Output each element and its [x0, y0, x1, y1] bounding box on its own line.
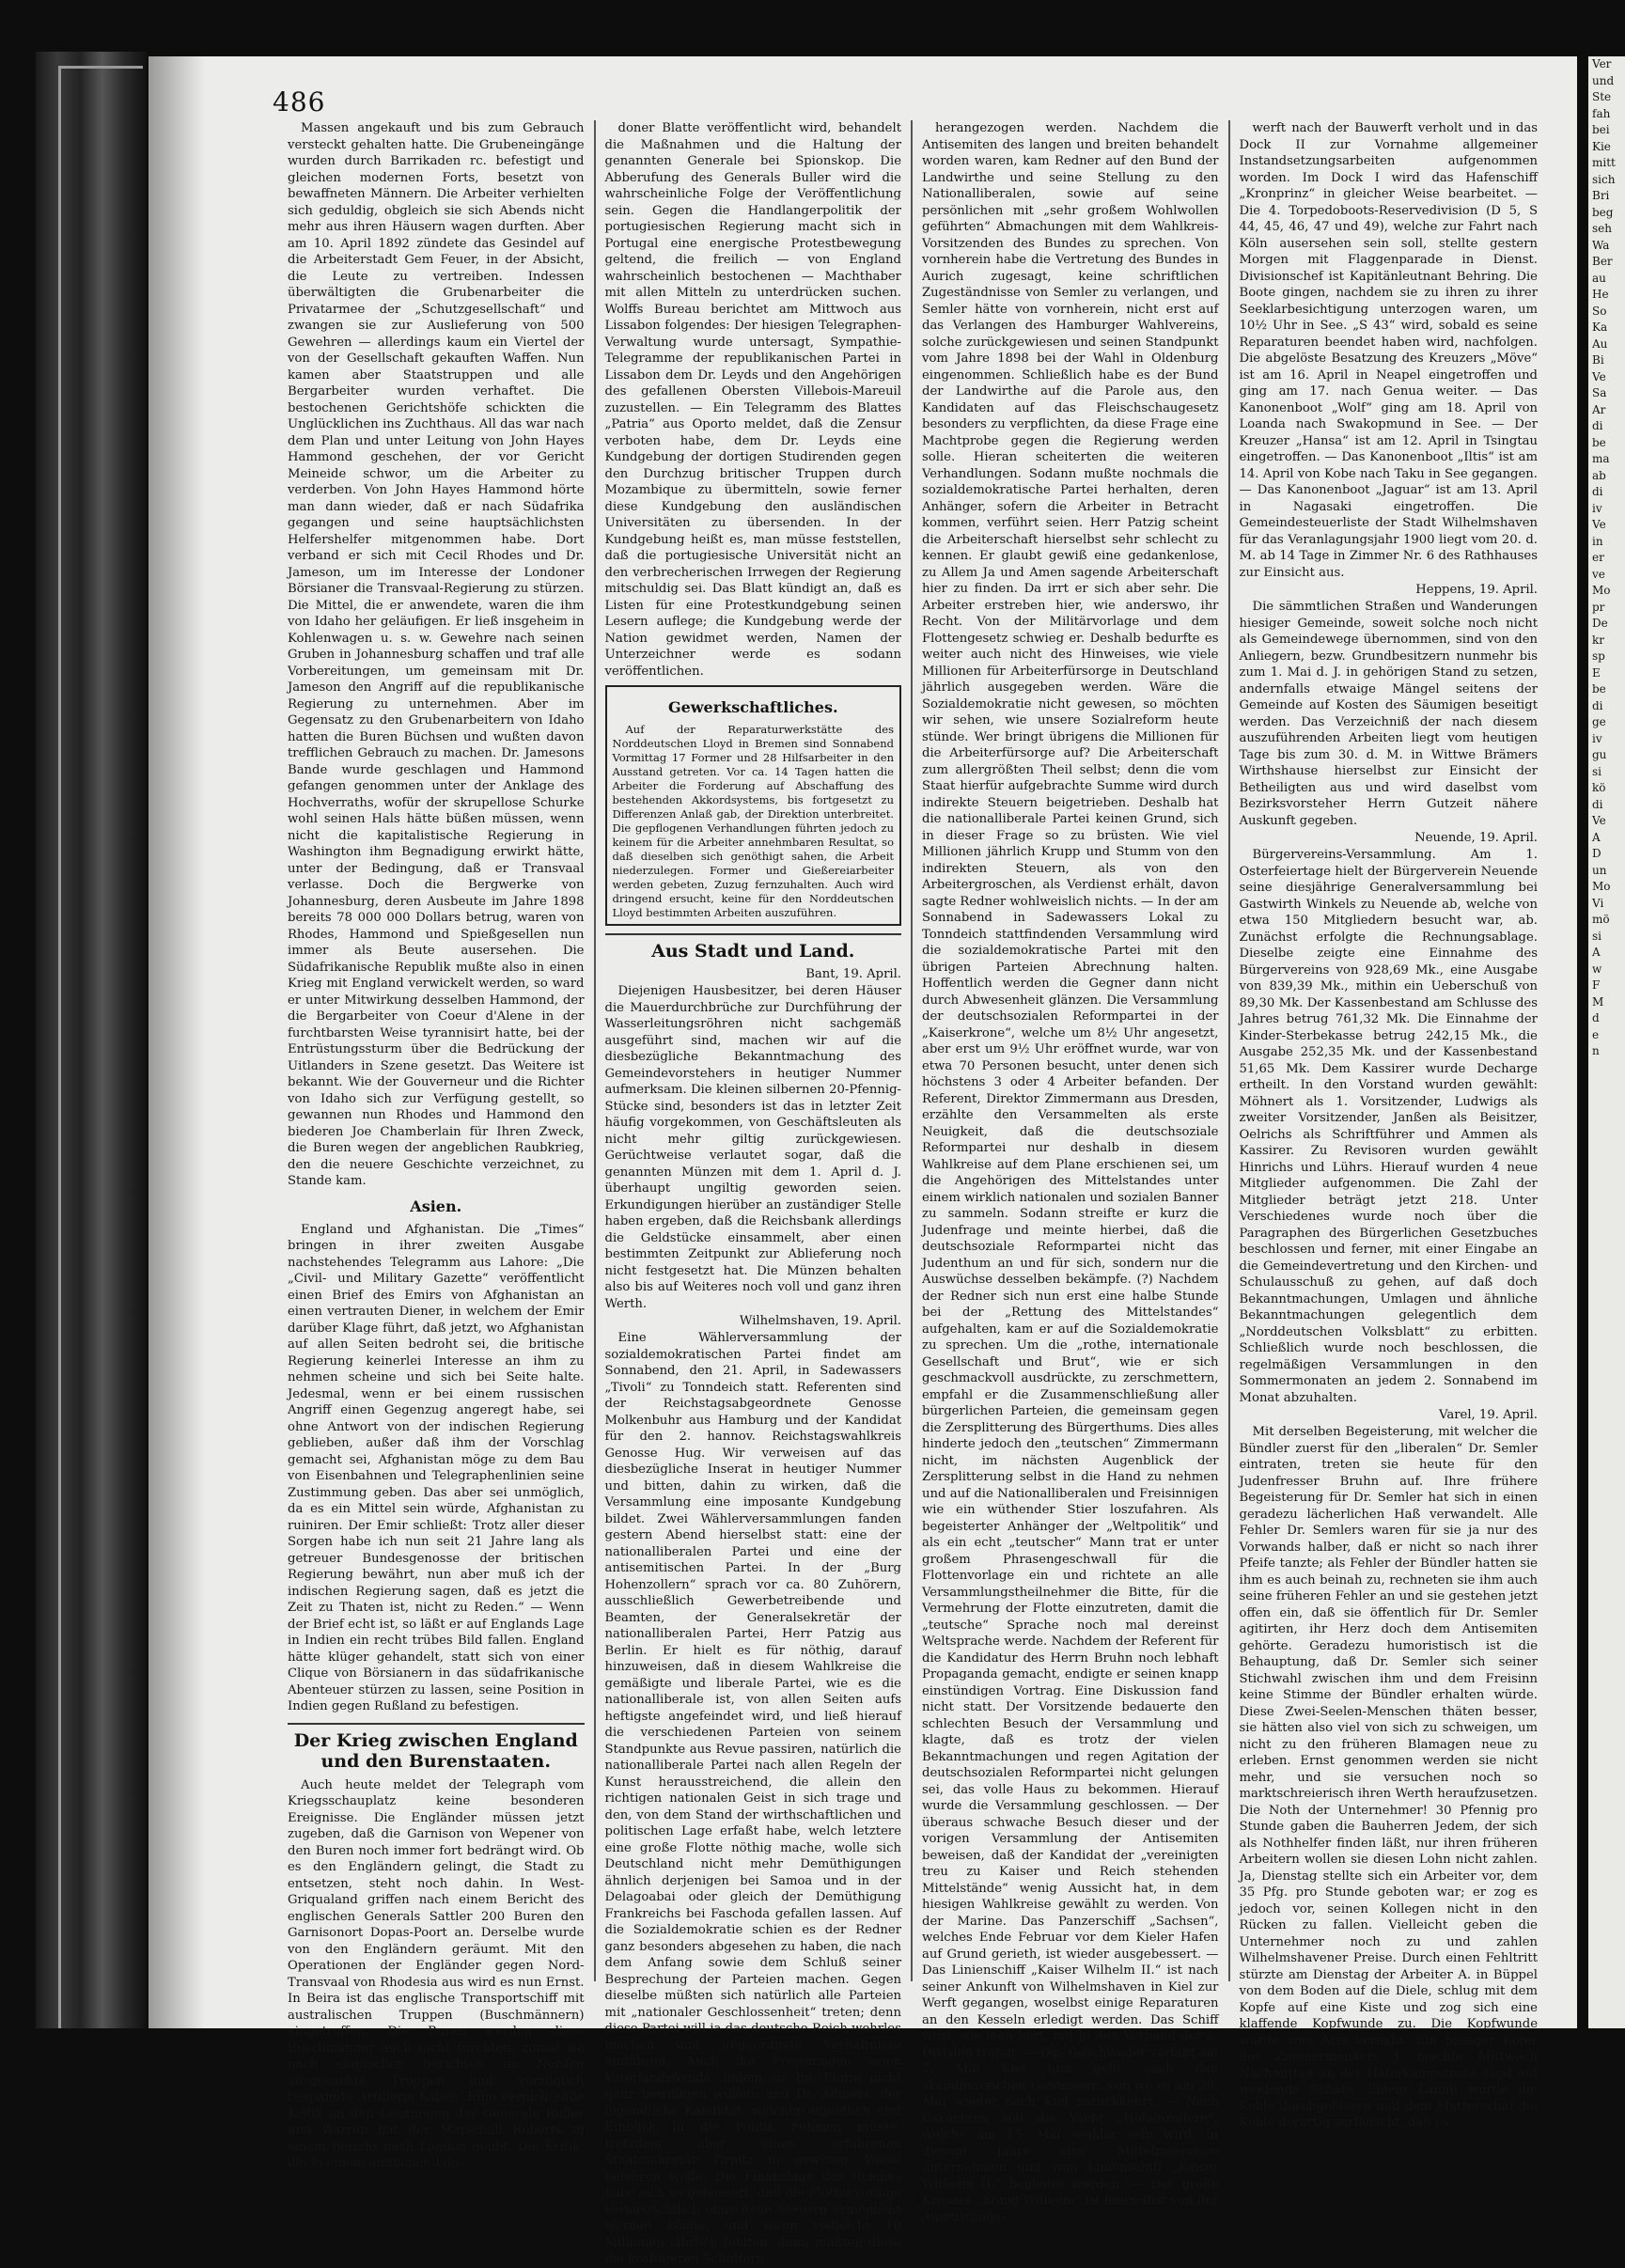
adjacent-page-fragment: Sa [1592, 386, 1607, 399]
article-paragraph: Massen angekauft und bis zum Gebrauch versteckt gehalten hatte. Die Grubeneingänge wurden durch Barrikaden rc. befestigt und gleichen modernen Forts, besetzt von bewaffneten Männern. Die Arbeiter verhielten sich geduldig, obgleich sie sich Abends nicht mehr aus ihren Häusern wagen durften. Aber am 10. April 1892 zündete das Gesindel auf die Arbeiterstadt Gem Feuer, in der Absicht, die Leute zu vertreiben. Indessen überwältigten die Grubenarbeiter die Privatarmee der „Schutzgesellschaft“ und zwangen sie zur Auslieferung von 500 Gewehren — allerdings kaum ein Viertel der von der Gesellschaft gekauften Waffen. Nun kamen aber Staatstruppen und alle Bergarbeiter wurden verhaftet. Die bestochenen Gerichtshöfe schickten die Unglücklichen ins Zuchthaus. All das war nach dem Plan und unter Leitung von John Hayes Hammond geschehen, der vor Gericht Meineide schwor, um die Arbeiter zu verderben. Von John Hayes Hammond hörte man dann wieder, daß er nach Südafrika gegangen und seine hauptsächlichsten Helfershelfer mitgenommen habe. Dort verband er sich mit Cecil Rhodes und Dr. Jameson, um im Interesse der Londoner Börsianer die Transvaal-Regierung zu stürzen. Die Mittel, die er anwendete, waren die ihm von Idaho her geläufigen. Er ließ insgeheim in Kohlenwagen u. s. w. Gewehre nach seinen Gruben in Johannesburg schaffen und traf alle Vorbereitungen, um gemeinsam mit Dr. Jameson den Angriff auf die republikanische Regierung zu unternehmen. Aber im Gegensatz zu den Grubenarbeitern von Idaho hatten die Buren Büchsen und wußten davon trefflichen Gebrauch zu machen. Dr. Jamesons Bande wurde geschlagen und Hammond gefangen genommen unter der Anklage des Hochverraths, wofür der skrupellose Schurke wohl seinen Hals hätte büßen müssen, wenn nicht die kapitalistische Regierung in Washington ihm Begnadigung erwirkt hätte, unter der Bedingung, daß er Transvaal verlasse. Doch die Bergwerke von Johannesburg, deren Ausbeute im Jahre 1898 bereits 78 000 000 Dollars betrug, waren von Rhodes, Hammond und Spießgesellen nun immer als Beute ausersehen. Die Südafrikanische Republik mußte also in einen Krieg mit England verwickelt werden, so ward er unter Mitwirkung desselben Hammond, der die Bergarbeiter von Coeur d'Alene in der furchtbarsten Weise tyrannisirt hatte, bei der Entrüstungssturm über die Bedrückung der Uitlanders in Szene gesetzt. Das Weitere ist bekannt. Wie der Gouverneur und die Richter von Idaho sich zur Verfügung gestellt, so gewannen nun Rhodes und Hammond den biederen Joe Chamberlain für Ihren Zweck, die Buren wegen der angeblichen Raubkrieg, den die neuere Geschichte verzeichnet, zu Stande kam. [288, 121, 585, 1188]
adjacent-page-fragment: ge [1592, 715, 1606, 728]
adjacent-page-fragment: sp [1592, 649, 1605, 663]
adjacent-page-fragment: mitt [1592, 156, 1616, 169]
adjacent-page-fragment: Ber [1592, 255, 1613, 268]
column-3 [913, 120, 1230, 2225]
dateline: Varel, 19. April. [1439, 1408, 1538, 1422]
adjacent-page-fragment: sich [1592, 172, 1616, 186]
article-paragraph: herangezogen werden. Nachdem die Antisemiten des langen und breiten behandelt worden waren, kam Redner auf den Bund der Landwirthe und seine Stellung zu den Nationalliberalen, sowie auf seine persönlichen mit „sehr großem Wohlwollen geführten“ Abmachungen mit dem Wahlkreis-Vorsitzenden des Bundes zu sprechen. Von vornherein habe die Vertretung des Bundes in Aurich zugesagt, keine schriftlichen Zugeständnisse von Semler zu verlangen, und Semler hätte von vornherein, nicht erst auf das Verlangen des Hamburger Wahlvereins, solche zurückgewiesen und seinen Standpunkt vom Jahre 1898 bei der Wahl in Oldenburg eingenommen. Schließlich habe es der Bund der Landwirthe auf die Parole aus, den Kandidaten auf das Fleischschaugesetz besonders zu verpflichten, da diese Frage eine Machtprobe gegen die Regierung werden solle. Hieran scheiterten die weiteren Verhandlungen. Sodann mußte nochmals die sozialdemokratische Partei herhalten, deren Anhänger, sofern die Arbeiter in Betracht kommen, verführt seien. Herr Patzig scheint die Arbeiterschaft hierselbst sehr schlecht zu kennen. Er glaubt gewiß eine gedankenlose, zu Allem Ja und Amen sagende Arbeiterschaft hier zu finden. Da irrt er sich aber sehr. Die Arbeiter erstreben hier, wie anderswo, ihr Recht. Von der Militärvorlage und dem Flottengesetz schwieg er. Deshalb bedurfte es weiter auch nicht des Hinweises, wie viele Millionen für Arbeiterfürsorge in Deutschland jährlich ausgegeben werden. Wäre die Sozialdemokratie nicht gewesen, so möchten wir sehen, wie unsere Sozialreform heute stünde. Wer bringt übrigens die Millionen für die Arbeiterfürsorge auf? Die Arbeiterschaft zum allergrößten Theil selbst; denn die vom Staat hierfür aufgebrachte Summe wird durch indirekte Steuern beigetrieben. Deshalb hat die nationalliberale Partei keinen Grund, sich in dieser Frage so zu brüsten. Wie viel Millionen jährlich Krupp und Stumm von den indirekten Steuern, als von den Arbeitergroschen, als Verdienst erhält, davon sagte Redner wohlweislich nichts. — In der am Sonnabend in Sadewassers Lokal zu Tonndeich stattfindenden Versammlung wird die sozialdemokratische Partei mit den übrigen Parteien Abrechnung halten. Hoffentlich werden die Gegner dann nicht durch Abwesenheit glänzen. Die Versammlung der deutschsozialen Reformpartei in der „Kaiserkrone“, welche um 8½ Uhr angesetzt, aber erst um 9½ Uhr eröffnet wurde, war von etwa 70 Personen besucht, unter denen sich höchstens 3 oder 4 Arbeiter befanden. Der Referent, Direktor Zimmermann aus Dresden, erzählte den Versammelten als erste Neuigkeit, daß die deutschsoziale Reformpartei nur deshalb in diesem Wahlkreise auf dem Plane erschienen sei, um die Angehörigen des Mittelstandes unter einem wirklich nationalen und sozialen Banner zu sammeln. Sodann streifte er kurz die Judenfrage und meinte hierbei, daß die deutschsoziale Reformpartei nicht das Judenthum an und für sich, sondern nur die Auswüchse desselben bekämpfe. (?) Nachdem der Redner sich nun erst eine halbe Stunde bei der „Rettung des Mittelstandes“ aufgehalten, kam er auf die Sozialdemokratie zu sprechen. Um die „rothe, internationale Gesellschaft und Brut“, wie er sich geschmackvoll ausdrückte, zu zerschmettern, empfahl er die Zusammenschließung aller bürgerlichen Parteien, die gemeinsam gegen die Zersplitterung des Bürgerthums. Dies alles hinderte jedoch den „teutschen“ Zimmermann nicht, im nächsten Augenblick der Zersplitterung selbst in die Hand zu nehmen und auf die Nationalliberalen und Freisinnigen wie ein wüthender Stier loszufahren. Als begeisterter Anhänger der „Weltpolitik“ und als ein echt „teutscher“ Mann trat er unter großem Phrasengeschwall für die Flottenvorlage ein und richtete an alle Versammlungstheilnehmer die Bitte, für die Vermehrung der Flotte einzutreten, damit die „teutsche“ Sprache noch mal dereinst Weltsprache werde. Nachdem der Referent für die Kandidatur des Herrn Bruhn noch lebhaft Propaganda gemacht, endigte er seinen knapp einstündigen Vortrag. Eine Diskussion fand nicht statt. Der Vorsitzende bedauerte den schlechten Besuch der Versammlung und klagte, daß es trotz der vielen Bekanntmachungen und regen Agitation der deutschsozialen Reformpartei nicht gelungen sei, das volle Haus zu bekommen. Hierauf wurde die Versammlung geschlossen. — Der überaus schwache Besuch dieser und der vorigen Versammlung der Antisemiten beweisen, daß der Kandidat der „vereinigten treu zu Kaiser und Reich stehenden Mittelstände“ wenig Aussicht hat, in dem hiesigen Wahlkreise gewählt zu werden. Von der Marine. Das Panzerschiff „Sachsen“, welches Ende Februar vor dem Kieler Hafen auf Grund gerieth, ist wieder ausgebessert. — Das Linienschiff „Kaiser Wilhelm II.“ ist nach seiner Ankunft von Wilhelmshaven in Kiel zur Werft gegangen, woselbst einige Reparaturen an den Kesseln erledigt werden. Das Schiff wird, wie man hört, mit in den Verband der 2. Division treten. — Das Geschwader verläßt am 7. Mai Kiel und geht nach den skandinavischen Gewässern, von wo es am 28. Mai wieder nach Kiel zurückkehrt. — Nach Gerüchten soll die Yacht „Hohenzollern“, welche am 15. Mai seeklar sein wird, in diesem Jahre eine Mittelmeerreise unternehmen und vom Linienschiff „Kaiser Wilhelm II.“ begleitet werden. — Der große Kreuzer „König Wilhelm“ ist hierselbst von der Ausrüstungs- [922, 121, 1219, 2225]
column-1 [278, 120, 596, 2170]
adjacent-page-fragment: Kie [1592, 139, 1611, 153]
adjacent-page-fragment: A [1592, 830, 1601, 844]
section-heading: Der Krieg zwischen England und den Burenstaaten. [288, 1723, 585, 1772]
notice-heading: Gewerkschaftliches. [667, 698, 838, 716]
boxed-notice [605, 685, 902, 926]
adjacent-page-fragment: Mo [1592, 880, 1611, 893]
notice-text: Auf der Reparaturwerkstätte des Norddeutschen Lloyd in Bremen sind Sonnabend Vormittag 17 Former und 28 Hilfsarbeiter in den Ausstand getreten. Vor ca. 14 Tagen hatten die Arbeiter die Forderung auf Abschaffung des bestehenden Akkordsystems, bis fortgesetzt zu Differenzen Anlaß gab, der Direktion unterbreitet. Die gepflogenen Verhandlungen führten jedoch zu keinem für die Arbeiter annehmbaren Resultat, so daß dieselben sich genöthigt sahen, die Arbeit niederzulegen. Former und Gießereiarbeiter werden gebeten, Zuzug fernzuhalten. Auch wird dringend ersucht, keine für den Norddeutschen Lloyd bestimmten Arbeiten auszuführen. [612, 723, 894, 919]
adjacent-page-fragment: M [1592, 994, 1604, 1009]
adjacent-page-fragment: Ar [1592, 402, 1606, 416]
adjacent-page-fragment: E [1592, 665, 1601, 680]
dateline: Neuende, 19. April. [1414, 831, 1538, 845]
article-paragraph: doner Blatte veröffentlicht wird, behandelt die Maßnahmen und die Haltung der genannten Generale bei Spionskop. Die Abberufung des Generals Buller wird die wahrscheinliche Folge der Veröffentlichung sein. Gegen die Handlangerpolitik der portugiesischen Regierung macht sich in Portugal eine energische Protestbewegung geltend, die freilich — von England wahrscheinlich bestochenen — Machthaber mit allen Mitteln zu unterdrücken suchen. Wolffs Bureau berichtet am Mittwoch aus Lissabon folgendes: Der hiesigen Telegraphen-Verwaltung wurde untersagt, Sympathie-Telegramme der republikanischen Partei in Lissabon dem Dr. Leyds und den Angehörigen des gefallenen Obersten Villebois-Mareuil zuzustellen. — Ein Telegramm des Blattes „Patria“ aus Oporto meldet, daß die Zensur verboten habe, dem Dr. Leyds eine Kundgebung der dortigen Studirenden gegen den Durchzug britischer Truppen durch Mozambique zu übermitteln, sowie ferner diese Kundgebung den ausländischen Universitäten zu übersenden. In der Kundgebung heißt es, man müsse feststellen, daß die portugiesische Universität nicht an den verbrecherischen Irrwegen der Regierung mitschuldig sei. Das Blatt kündigt an, daß es Listen für eine Protestkundgebung seinen Lesern auflege; die Kundgebung werde der Nation gewidmet werden, Namen der Unterzeichner werde es sodann veröffentlichen. [604, 121, 901, 679]
column-2 [596, 120, 914, 2266]
adjacent-page-fragment: ma [1592, 452, 1610, 465]
adjacent-page-fragment: Ver [1592, 57, 1612, 70]
adjacent-page-fragment: ab [1592, 468, 1606, 482]
adjacent-page-fragment: gu [1592, 748, 1607, 761]
adjacent-page-fragment: di [1592, 419, 1603, 432]
adjacent-page-fragment: seh [1592, 222, 1612, 235]
adjacent-page-fragment: Ste [1592, 90, 1612, 103]
adjacent-page-fragment: Wa [1592, 238, 1610, 252]
adjacent-page-fragment: e [1592, 1027, 1600, 1041]
adjacent-page-fragment: Bri [1592, 189, 1610, 202]
text-columns [278, 120, 1547, 2266]
article-paragraph: werft nach der Bauwerft verholt und in das Dock II zur Vornahme allgemeiner Instandsetzungsarbeiten aufgenommen worden. Im Dock I wird das Hafenschiff „Kronprinz“ in gleicher Weise bearbeitet. — Die 4. Torpedoboots-Reservedivision (D 5, S 44, 45, 46, 47 und 49), welche zur Fahrt nach Köln ausersehen sein soll, stellte gestern Morgen mit Flaggenparade in Dienst. Divisionschef ist Kapitänleutnant Behring. Die Boote gingen, nachdem sie zu ihren zu ihrer Seeklarbesichtigung unterzogen waren, um 10½ Uhr in See. „S 43“ wird, sobald es seine Reparaturen beendet haben wird, nachfolgen. Die abgelöste Besatzung des Kreuzers „Möve“ ist am 16. April in Neapel eingetroffen und ging am 17. nach Genua weiter. — Das Kanonenboot „Wolf“ ging am 18. April von Loanda nach Swakopmund in See. — Der Kreuzer „Hansa“ ist am 12. April in Tsingtau eingetroffen. — Das Kanonenboot „Iltis“ ist am 14. April von Kobe nach Taku in See gegangen. — Das Kanonenboot „Jaguar“ ist am 13. April in Nagasaki eingetroffen. Die Gemeindesteuerliste der Stadt Wilhelmshaven für das Veranlagungsjahr 1900 liegt vom 20. d. M. ab 14 Tage in Zimmer Nr. 6 des Rathhauses zur Einsicht aus. [1239, 121, 1538, 580]
column-4 [1230, 120, 1548, 2130]
article-paragraph: Bürgervereins-Versammlung. Am 1. Osterfeiertage hielt der Bürgerverein Neuende seine diesjährige Generalversammlung bei Gastwirth Winkels zu Neuende ab, welche von etwa 150 Mitgliedern besucht war, ab. Zunächst erfolgte die Rechnungsablage. Dieselbe zeigte eine Einnahme des Bürgervereins von 928,69 Mk., eine Ausgabe von 839,39 Mk., mithin ein Ueberschuß von 89,30 Mk. Der Kassenbestand am Schlusse des Jahres betrug 761,32 Mk. Die Einnahme der Kinder-Sterbekasse betrug 242,15 Mk., die Ausgabe 252,35 Mk. und der Kassenbestand 51,65 Mk. Dem Kassirer wurde Decharge ertheilt. In den Vorstand wurden gewählt: Möhnert als 1. Vorsitzender, Ludwigs als zweiter Vorsitzender, Janßen als Beisitzer, Oelrichs als Schriftführer und Ammen als Kassirer. Zu Revisoren wurden gewählt Hinrichs und Lührs. Hierauf wurden 4 neue Mitglieder aufgenommen. Die Zahl der Mitglieder beträgt jetzt 218. Unter Verschiedenes wurde noch über die Paragraphen des Bürgerlichen Gesetzbuches beschlossen und ferner, mit einer Eingabe an die Gemeindevertretung und den Kirchen- und Schulausschuß zu gehen, auf daß doch Bekanntmachungen, Umlagen und ähnliche Bekanntmachungen gelegentlich dem „Norddeutschen Volksblatt“ zu erbitten. Schließlich wurde noch beschlossen, die regelmäßigen Versammlungen in den Sommermonaten an jedem 2. Sonnabend im Monat abzuhalten. [1239, 848, 1538, 1405]
adjacent-page-fragment: D [1592, 847, 1602, 860]
adjacent-page-fragment: Bi [1592, 353, 1604, 367]
adjacent-page-fragment: beg [1592, 205, 1614, 219]
adjacent-page-fragment: be [1592, 682, 1606, 696]
article-paragraph: Die sämmtlichen Straßen und Wanderungen hiesiger Gemeinde, soweit solche noch nicht als Gemeindewege übernommen, sind von den Anliegern, bezw. Grundbesitzern nunmehr bis zum 1. Mai d. J. in gehörigen Stand zu setzen, andernfalls etwaige Mängel seitens der Gemeinde auf Kosten des Säumigen beseitigt werden. Das Verzeichniß der nach diesem auszuführenden Arbeiten liegt vom heutigen Tage bis zum 30. d. M. in Wittwe Brämers Wirthshause hierselbst zur Einsicht der Betheiligten aus und wird daselbst vom Bezirksvorsteher Herrn Gutzeit nähere Auskunft gegeben. [1239, 600, 1538, 828]
adjacent-page-fragment: Ka [1592, 321, 1608, 334]
adjacent-page-fragment: be [1592, 435, 1606, 449]
adjacent-page-fragment: fah [1592, 106, 1611, 120]
dateline: Wilhelmshaven, 19. April. [739, 1314, 901, 1328]
article-paragraph: Auch heute meldet der Telegraph vom Kriegsschauplatz keine besonderen Ereignisse. Die Engländer müssen jetzt zugeben, daß die Garnison von Wepener von den Buren noch immer fort bedrängt wird. Ob es den Engländern gelingt, die Stadt zu entsetzen, steht noch dahin. In West-Griqualand griffen nach einem Bericht des englischen Generals Sattler 200 Buren den Garnisonort Dopas-Poort an. Derselbe wurde von den Engländern geräumt. Mit den Operationen der Engländer gegen Nord-Transvaal von Rhodesia aus wird es nun Ernst. In Beira ist das englische Transportschiff mit australischen Truppen (Buschmännern) eingetroffen. Die Buren werden diese Buschmänner auch nicht fürchten, zumal sie nach englischen Berichten im Norden ausgesuchte Truppen und vorzüglich bespannte Artillerie haben. Eine vernichtende Kritik an den Leistungen der Generale Buller und Warren hat der Marschall Roberts in einem Bericht nach London geübt. Die Kritik, die in einem amtlichen Lon- [288, 1777, 585, 2170]
adjacent-page-fragment: kö [1592, 781, 1606, 794]
dateline: Heppens, 19. April. [1415, 583, 1538, 597]
page-gap [1577, 56, 1588, 2028]
adjacent-page-fragment: di [1592, 698, 1603, 712]
adjacent-page-fragment: in [1592, 534, 1603, 548]
article-paragraph: Diejenigen Hausbesitzer, bei deren Häuser die Mauerdurchbrüche zur Durchführung der Wasserleitungsröhren nicht sachgemäß ausgeführt sind, machen wir auf die diesbezügliche Bekanntmachung des Gemeindevorstehers in heutiger Nummer aufmerksam. Die kleinen silbernen 20-Pfennig-Stücke sind, besonders ist das in letzter Zeit häufig vorgekommen, von Geschäftsleuten als nicht mehr giltig zurückgewiesen. Gerüchtweise verlautet sogar, daß die genannten Münzen mit dem 1. April d. J. überhaupt ungiltig geworden seien. Erkundigungen hierüber an zuständiger Stelle haben ergeben, daß die Reichsbank allerdings die Geldstücke einsammelt, aber einen bestimmten Zeitpunkt zur Ablieferung noch nicht festgesetzt hat. Die Münzen behalten also bis auf Weiteres noch voll und ganz ihren Werth. [604, 984, 901, 1311]
adjacent-page-fragment: di [1592, 485, 1603, 498]
section-heading: Asien. [410, 1197, 462, 1215]
book-binding-edge [58, 66, 143, 2028]
adjacent-page-fragment: au [1592, 271, 1606, 285]
adjacent-page-fragment: Au [1592, 336, 1608, 351]
adjacent-page-fragment: ve [1592, 567, 1605, 581]
adjacent-page-fragment: und [1592, 73, 1615, 87]
adjacent-page-fragment: si [1592, 764, 1602, 778]
article-paragraph: Mit derselben Begeisterung, mit welcher die Bündler zuerst für den „liberalen“ Dr. Semler eintraten, treten sie heute für den Judenfresser Bruhn auf. Ihre frühere Begeisterung für Dr. Semler hat sich in einen geradezu lächerlichen Haß verwandelt. Alle Fehler Dr. Semlers waren für sie ja nur des Vorwands halber, daß er nicht so nach ihrer Pfeife tanzte; als Fehler der Bündler hatten sie ihm es auch beinah zu, rechneten sie ihm auch seine früheren Fehler an und sie gestehen jetzt offen ein, daß sie öffentlich für Dr. Semler agitirten, ihr Herz doch dem Antisemiten gehörte. Geradezu humoristisch ist die Behauptung, daß Dr. Semler sich seiner Stichwahl zwischen ihm und dem Freisinn keine Stimme der Bündler erhalten würde. Diese Zwei-Seelen-Menschen thäten besser, sie hätten also viel von sich zu schweigen, um nicht zu den früheren Blamagen neue zu erleben. Ernst genommen werden sie nicht mehr, und sie versuchen noch so marktschreierisch ihren Werth heraufzusetzen. Die Noth der Unternehmer! 30 Pfennig pro Stunde gaben die Bauherren Jedem, der sich als Nothhelfer finden läßt, nur ihren früheren Arbeitern wollen sie diesen Lohn nicht zahlen. Ja, Dienstag stellte sich ein Arbeiter vor, dem 35 Pfg. pro Stunde geboten war; er zog es jedoch vor, seinen Kollegen nicht in den Rücken zu fallen. Vielleicht geben die Unternehmer noch zu und zahlen Wilhelmshavener Preise. Durch einen Fehltritt stürzte am Dienstag der Arbeiter A. in Büppel von dem Boden auf die Diele, schlug mit dem Kopfe auf eine Kiste und zog sich eine klaffende Kopfwunde zu. Die Kopfwunde wurde vom Arzt vernäht. Ein bissiger Köter des Zimmermeisters J. machte Mittwoch Nachmittag an der Haferkampstraße Jagd auf weidende Schafe. Einem Lamm wurde die Kehle durchgebissen und dem Mutterschaf die Kehle derartig zerfleischt, daß es [1239, 1425, 1538, 2130]
adjacent-page-fragment: bei [1592, 123, 1610, 136]
adjacent-page-fragment: iv [1592, 731, 1602, 745]
adjacent-page-fragment: F [1592, 978, 1601, 992]
adjacent-page-fragment: Mo [1592, 584, 1611, 597]
adjacent-page-fragment: w [1592, 962, 1602, 976]
adjacent-page-fragment: un [1592, 863, 1607, 877]
section-heading: Aus Stadt und Land. [605, 933, 902, 962]
adjacent-page-strip [1588, 56, 1625, 2028]
adjacent-page-fragment: Ve [1592, 518, 1606, 531]
article-paragraph: Eine Wählerversammlung der sozialdemokratischen Partei findet am Sonnabend, den 21. April, in Sadewassers „Tivoli“ zu Tonndeich statt. Referenten sind der Reichstagsabgeordnete Genosse Molkenbuhr aus Hamburg und der Kandidat für den 2. hannov. Reichstagswahlkreis Genosse Hug. Wir verweisen auf das diesbezügliche Inserat in heutiger Nummer und bitten, dahin zu wirken, daß die Versammlung eine imposante Kundgebung bildet. Zwei Wählerversammlungen fanden gestern Abend hierselbst statt: eine der nationalliberalen Partei und eine der antisemitischen Partei. In der „Burg Hohenzollern“ sprach vor ca. 80 Zuhörern, ausschließlich Gewerbetreibende und Beamten, der Generalsekretär der nationalliberalen Partei, Herr Patzig aus Berlin. Er hielt es für nöthig, darauf hinzuweisen, daß in diesem Wahlkreise die gemäßigte und liberale Partei, wie es die nationalliberale ist, von allen Seiten aufs heftigste angefeindet wird, und ließ hierauf die verschiedenen Parteien von seinem Standpunkte aus Revue passiren, natürlich die nationalliberale Partei nach allen Regeln der Kunst herausstreichend, die allein den richtigen nationalen Geist in sich trage und den, von dem Stand der wirthschaftlichen und politischen Lage erfaßt habe, welch letztere eine große Flotte nöthig mache, wolle sich Deutschland nicht mehr Demüthigungen ähnlich derjenigen bei Samoa und in der Delagoabai oder gleich der Demüthigung Frankreichs bei Faschoda gefallen lassen. Auf die Sozialdemokratie schien es der Redner ganz besonders abgesehen zu haben, die nach dem Anfang sowie dem Schluß seiner Besprechung der Parteien machen. Gegen dieselbe müßten sich natürlich alle Parteien mit „nationaler Geschlossenheit“ treten; denn diese Partei will ja das deutsche Reich wehrlos machen und ungeordnete Verhältnisse einführen. Auch die Freisinnigen seien Vaterlandsfeinde, indem sie die Flotte nicht ganz bewilligen wollen, und Dr. Allmers, der jugendliche Kandidat, welcher eigentlich erst Einblick in die Politik nehmen müsse, trotzdem aber einen erfahrenen Staatssekretär Tirpitz in gewisser Weise belehren wolle. Die Finanzlage des Reiches habe sich so gebessert, daß die Flottenvorlage voraussichtlich ohne neue Steuern ermöglicht werden könne, und wenn vielleicht 10 Millionen jährlich fehlten, dann müßten diese die kräftigeren Schultern [604, 1331, 901, 2266]
adjacent-page-fragment: n [1592, 1044, 1600, 1057]
dateline: Bant, 19. April. [805, 967, 901, 981]
adjacent-page-fragment: De [1592, 617, 1608, 630]
adjacent-page-fragment: Ve [1592, 814, 1606, 827]
adjacent-page-fragment: He [1592, 288, 1609, 301]
adjacent-page-fragment: si [1592, 929, 1602, 943]
adjacent-page-fragment: Ve [1592, 369, 1606, 383]
adjacent-page-fragment: Vi [1592, 896, 1604, 910]
adjacent-page-fragment: d [1592, 1011, 1600, 1025]
adjacent-page-fragment: iv [1592, 501, 1602, 515]
article-paragraph: England und Afghanistan. Die „Times“ bringen in ihrer zweiten Ausgabe nachstehendes Telegramm aus Lahore: „Die „Civil- und Military Gazette“ veröffentlicht einen Brief des Emirs von Afghanistan an einen vertrauten Diener, in welchem der Emir darüber Klage führt, daß jetzt, wo Afghanistan auf allen Seiten bedroht sei, die britische Regierung keinerlei Interesse an ihm zu nehmen scheine und sich bei Seite halte. Jedesmal, wenn er bei einem russischen Angriff einen Gegenzug angeregt habe, sei ohne Antwort von der indischen Regierung geblieben, außer daß ihm der Vorschlag gemacht sei, Afghanistan möge zu dem Bau von Eisenbahnen und Telegraphenlinien seine Zustimmung geben. Das aber sei unmöglich, da es ein Mittel sein würde, Afghanistan zu ruiniren. Der Emir schließt: Trotz aller dieser Sorgen habe ich nun seit 21 Jahre lang als getreuer Bundesgenosse der britischen Regierung bewährt, nun aber muß ich der indischen Regierung sagen, daß es jetzt die Zeit zu Thaten ist, nicht zu Reden.“ — Wenn der Brief echt ist, so läßt er auf Englands Lage in Indien ein recht trübes Bild fallen. England hätte klüger gehandelt, statt sich von einer Clique von Börsianern in das südafrikanische Abenteuer stürzen zu lassen, seine Position in Indien gegen Rußland zu befestigen. [288, 1222, 585, 1713]
adjacent-page-fragment: pr [1592, 600, 1605, 614]
adjacent-page-fragment: So [1592, 304, 1607, 318]
adjacent-page-fragment: mö [1592, 913, 1610, 926]
adjacent-page-fragment: A [1592, 946, 1601, 959]
page-number: 486 [273, 86, 326, 117]
adjacent-page-fragment: kr [1592, 633, 1605, 647]
adjacent-page-fragment: er [1592, 551, 1604, 564]
adjacent-page-fragment: di [1592, 797, 1603, 811]
